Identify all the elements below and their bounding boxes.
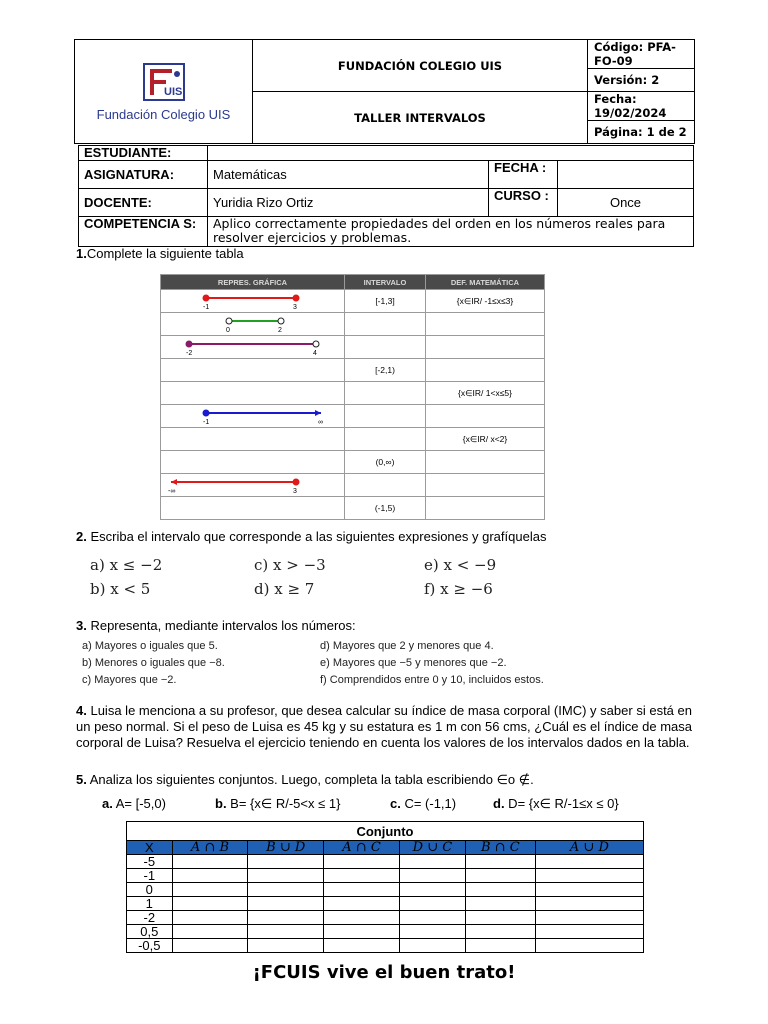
right-endpoint (278, 318, 284, 324)
answer-cell[interactable] (172, 883, 248, 897)
left-endpoint (203, 410, 209, 416)
q3-item-c: c) Mayores que −2. (82, 674, 177, 686)
table-row (127, 911, 644, 925)
answer-cell[interactable] (248, 897, 324, 911)
right-endpoint-label: 3 (293, 304, 297, 311)
table-row (127, 925, 644, 939)
q2-item-f: f) x ≥ −6 (424, 580, 493, 598)
answer-cell[interactable] (535, 855, 643, 869)
competence-label: COMPETENCIA S: (79, 217, 208, 247)
graph-cell[interactable] (161, 474, 345, 497)
answer-cell[interactable] (248, 869, 324, 883)
answer-cell[interactable] (172, 855, 248, 869)
question-2 (76, 529, 546, 545)
answer-cell[interactable] (248, 911, 324, 925)
graph-cell[interactable] (161, 290, 345, 313)
question-5 (76, 772, 534, 788)
q3-number: 3. (76, 618, 87, 633)
definition-cell[interactable] (426, 497, 545, 520)
left-endpoint (203, 295, 209, 301)
right-endpoint-label: 3 (293, 488, 297, 495)
answer-cell[interactable] (399, 939, 465, 953)
competence-value: Aplico correctamente propiedades del orden en los números reales para resolver ejercicios y problemas. (208, 217, 694, 247)
left-endpoint-label: -∞ (168, 488, 176, 495)
number-line-graph (161, 336, 344, 358)
question-4 (76, 703, 692, 751)
number-line-graph (161, 405, 344, 427)
interval-cell[interactable] (345, 336, 426, 359)
answer-cell[interactable] (535, 925, 643, 939)
definition-cell[interactable] (426, 313, 545, 336)
student-label: ESTUDIANTE: (79, 146, 208, 161)
doc-version: Versión: 2 (588, 69, 695, 92)
interval-row (161, 290, 545, 313)
set-d-def: D= {x∈ R/-1≤x ≤ 0} (504, 796, 619, 811)
set-a-def: A= [-5,0) (112, 796, 166, 811)
interval-cell[interactable]: [-2,1) (345, 359, 426, 382)
doc-title: TALLER INTERVALOS (253, 92, 588, 144)
x-value-cell: 0 (127, 883, 173, 897)
answer-cell[interactable] (324, 869, 400, 883)
answer-cell[interactable] (172, 897, 248, 911)
col-interval-header: INTERVALO (345, 275, 426, 290)
left-endpoint-label: -2 (186, 350, 193, 357)
number-line-graph (161, 290, 344, 312)
set-c (390, 796, 456, 812)
column-header: X (127, 841, 173, 855)
set-c-label: c. (390, 796, 401, 811)
sets-table (126, 821, 644, 953)
answer-cell[interactable] (465, 911, 535, 925)
graph-cell[interactable] (161, 451, 345, 474)
answer-cell[interactable] (399, 911, 465, 925)
answer-cell[interactable] (324, 925, 400, 939)
student-info-table (78, 145, 694, 247)
set-d (493, 796, 619, 812)
answer-cell[interactable] (465, 897, 535, 911)
subject-label: ASIGNATURA: (79, 161, 208, 189)
answer-cell[interactable] (399, 883, 465, 897)
sets-table-title: Conjunto (127, 822, 644, 841)
graph-cell[interactable] (161, 428, 345, 451)
answer-cell[interactable] (248, 925, 324, 939)
answer-cell[interactable] (324, 883, 400, 897)
answer-cell[interactable] (324, 911, 400, 925)
q2-item-e: e) x < −9 (424, 556, 497, 574)
answer-cell[interactable] (465, 883, 535, 897)
interval-cell[interactable]: [-1,3] (345, 290, 426, 313)
subject-value: Matemáticas (208, 161, 489, 189)
definition-cell[interactable] (426, 336, 545, 359)
table-row (127, 897, 644, 911)
interval-row (161, 313, 545, 336)
q3-item-e: e) Mayores que −5 y menores que −2. (320, 657, 507, 669)
answer-cell[interactable] (535, 883, 643, 897)
interval-row (161, 336, 545, 359)
left-endpoint-label: -1 (203, 419, 210, 426)
set-d-label: d. (493, 796, 505, 811)
definition-cell[interactable]: {x∈IR/ 1<x≤5} (426, 382, 545, 405)
x-value-cell: -0,5 (127, 939, 173, 953)
q2-item-a: a) x ≤ −2 (90, 556, 163, 574)
answer-cell[interactable] (324, 897, 400, 911)
student-value[interactable] (208, 146, 694, 161)
answer-cell[interactable] (248, 883, 324, 897)
x-value-cell: -1 (127, 869, 173, 883)
q4-number: 4. (76, 703, 87, 718)
column-header: A ∩ C (324, 841, 400, 855)
set-b (215, 796, 340, 812)
set-a (102, 796, 166, 812)
institution-name: FUNDACIÓN COLEGIO UIS (253, 40, 588, 92)
answer-cell[interactable] (172, 911, 248, 925)
answer-cell[interactable] (172, 939, 248, 953)
answer-cell[interactable] (172, 869, 248, 883)
left-endpoint-label: 0 (226, 327, 230, 334)
answer-cell[interactable] (465, 939, 535, 953)
number-line-graph (161, 474, 344, 496)
col-graph-header: REPRES. GRÁFICA (161, 275, 345, 290)
interval-row (161, 451, 545, 474)
answer-cell[interactable] (324, 855, 400, 869)
interval-cell[interactable] (345, 428, 426, 451)
date-label: FECHA : (489, 161, 558, 189)
right-arrow-icon (315, 410, 321, 416)
svg-text:UIS: UIS (163, 85, 182, 98)
answer-cell[interactable] (535, 911, 643, 925)
table-row (127, 855, 644, 869)
footer-slogan: ¡FCUIS vive el buen trato! (252, 962, 516, 983)
answer-cell[interactable] (535, 897, 643, 911)
interval-row (161, 428, 545, 451)
left-endpoint (186, 341, 192, 347)
interval-cell[interactable] (345, 405, 426, 428)
interval-row (161, 382, 545, 405)
definition-cell[interactable] (426, 359, 545, 382)
interval-cell[interactable]: (-1,5) (345, 497, 426, 520)
q4-text: Luisa le menciona a su profesor, que desea calcular su índice de masa corporal (IMC) y saber si está en un peso normal. Si el peso de Luisa es 45 kg y su estatura es 1 m con 56 cms, ¿Cuál es el índice de masa corporal de Luisa? Resuelva el ejercicio teniendo en cuenta los valores de los intervalos dados en la tabla. (76, 703, 692, 750)
set-a-label: a. (102, 796, 113, 811)
left-endpoint-label: -1 (203, 304, 210, 311)
answer-cell[interactable] (324, 939, 400, 953)
interval-row (161, 359, 545, 382)
answer-cell[interactable] (248, 855, 324, 869)
doc-page: Página: 1 de 2 (588, 121, 695, 144)
x-value-cell: -2 (127, 911, 173, 925)
interval-cell[interactable] (345, 313, 426, 336)
sets-table-header (127, 841, 644, 855)
column-header: A ∪ D (535, 841, 643, 855)
answer-cell[interactable] (535, 869, 643, 883)
q1-text: Complete la siguiente tabla (86, 246, 244, 261)
number-line-graph (161, 313, 344, 335)
q2-text: Escriba el intervalo que corresponde a las siguientes expresiones y grafíquelas (86, 529, 547, 544)
table-row (127, 939, 644, 953)
fcuis-logo-icon (142, 62, 186, 102)
column-header: B ∪ D (248, 841, 324, 855)
definition-cell[interactable]: {x∈IR/ -1≤x≤3} (426, 290, 545, 313)
right-endpoint (313, 341, 319, 347)
graph-cell[interactable] (161, 382, 345, 405)
answer-cell[interactable] (399, 869, 465, 883)
logo-cell (75, 40, 253, 144)
right-endpoint (293, 479, 299, 485)
answer-cell[interactable] (465, 855, 535, 869)
date-value[interactable] (558, 161, 694, 189)
definition-cell[interactable] (426, 405, 545, 428)
answer-cell[interactable] (465, 869, 535, 883)
right-endpoint (293, 295, 299, 301)
logo-text: Fundación Colegio UIS (96, 106, 231, 122)
q3-item-b: b) Menores o iguales que −8. (82, 657, 225, 669)
q1-number: 1. (76, 246, 87, 261)
right-endpoint-label: ∞ (318, 419, 323, 426)
q2-number: 2. (76, 529, 87, 544)
interval-table (160, 274, 545, 520)
left-endpoint (226, 318, 232, 324)
set-c-def: C= (-1,1) (400, 796, 457, 811)
interval-cell[interactable] (345, 474, 426, 497)
answer-cell[interactable] (248, 939, 324, 953)
x-value-cell: 0,5 (127, 925, 173, 939)
graph-cell[interactable] (161, 497, 345, 520)
definition-cell[interactable] (426, 474, 545, 497)
column-header: B ∩ C (465, 841, 535, 855)
table-row (127, 883, 644, 897)
graph-cell[interactable] (161, 359, 345, 382)
question-1 (76, 246, 244, 262)
table-row (127, 869, 644, 883)
q3-item-a: a) Mayores o iguales que 5. (82, 640, 218, 652)
column-header: D ∪ C (399, 841, 465, 855)
grade-value: Once (558, 189, 694, 217)
interval-row (161, 474, 545, 497)
answer-cell[interactable] (465, 925, 535, 939)
q3-item-d: d) Mayores que 2 y menores que 4. (320, 640, 494, 652)
set-b-def: B= {x∈ R/-5<x ≤ 1} (226, 796, 341, 811)
doc-date: Fecha: 19/02/2024 (588, 92, 695, 121)
teacher-value: Yuridia Rizo Ortiz (208, 189, 489, 217)
interval-row (161, 405, 545, 428)
right-endpoint-label: 2 (278, 327, 282, 334)
q2-item-c: c) x > −3 (254, 556, 326, 574)
q2-item-d: d) x ≥ 7 (254, 580, 315, 598)
q5-number: 5. (76, 772, 87, 787)
x-value-cell: -5 (127, 855, 173, 869)
answer-cell[interactable] (535, 939, 643, 953)
col-def-header: DEF. MATEMÁTICA (426, 275, 545, 290)
q3-text: Representa, mediante intervalos los números: (86, 618, 356, 633)
right-endpoint-label: 4 (313, 350, 317, 357)
teacher-label: DOCENTE: (79, 189, 208, 217)
q3-item-f: f) Comprendidos entre 0 y 10, incluidos estos. (320, 674, 544, 686)
graph-cell[interactable] (161, 336, 345, 359)
left-arrow-icon (171, 479, 177, 485)
interval-row (161, 497, 545, 520)
answer-cell[interactable] (399, 925, 465, 939)
set-b-label: b. (215, 796, 227, 811)
interval-cell[interactable] (345, 382, 426, 405)
header-table (74, 39, 695, 144)
doc-code: Código: PFA-FO-09 (588, 40, 695, 69)
graph-cell[interactable] (161, 313, 345, 336)
definition-cell[interactable] (426, 451, 545, 474)
definition-cell[interactable]: {x∈IR/ x<2} (426, 428, 545, 451)
graph-cell[interactable] (161, 405, 345, 428)
x-value-cell: 1 (127, 897, 173, 911)
column-header: A ∩ B (172, 841, 248, 855)
answer-cell[interactable] (172, 925, 248, 939)
grade-label: CURSO : (489, 189, 558, 217)
interval-cell[interactable]: (0,∞) (345, 451, 426, 474)
answer-cell[interactable] (399, 855, 465, 869)
answer-cell[interactable] (399, 897, 465, 911)
q5-text: Analiza los siguientes conjuntos. Luego, completa la tabla escribiendo ∈o ∉. (86, 772, 534, 787)
question-3 (76, 618, 356, 634)
q2-item-b: b) x < 5 (90, 580, 151, 598)
